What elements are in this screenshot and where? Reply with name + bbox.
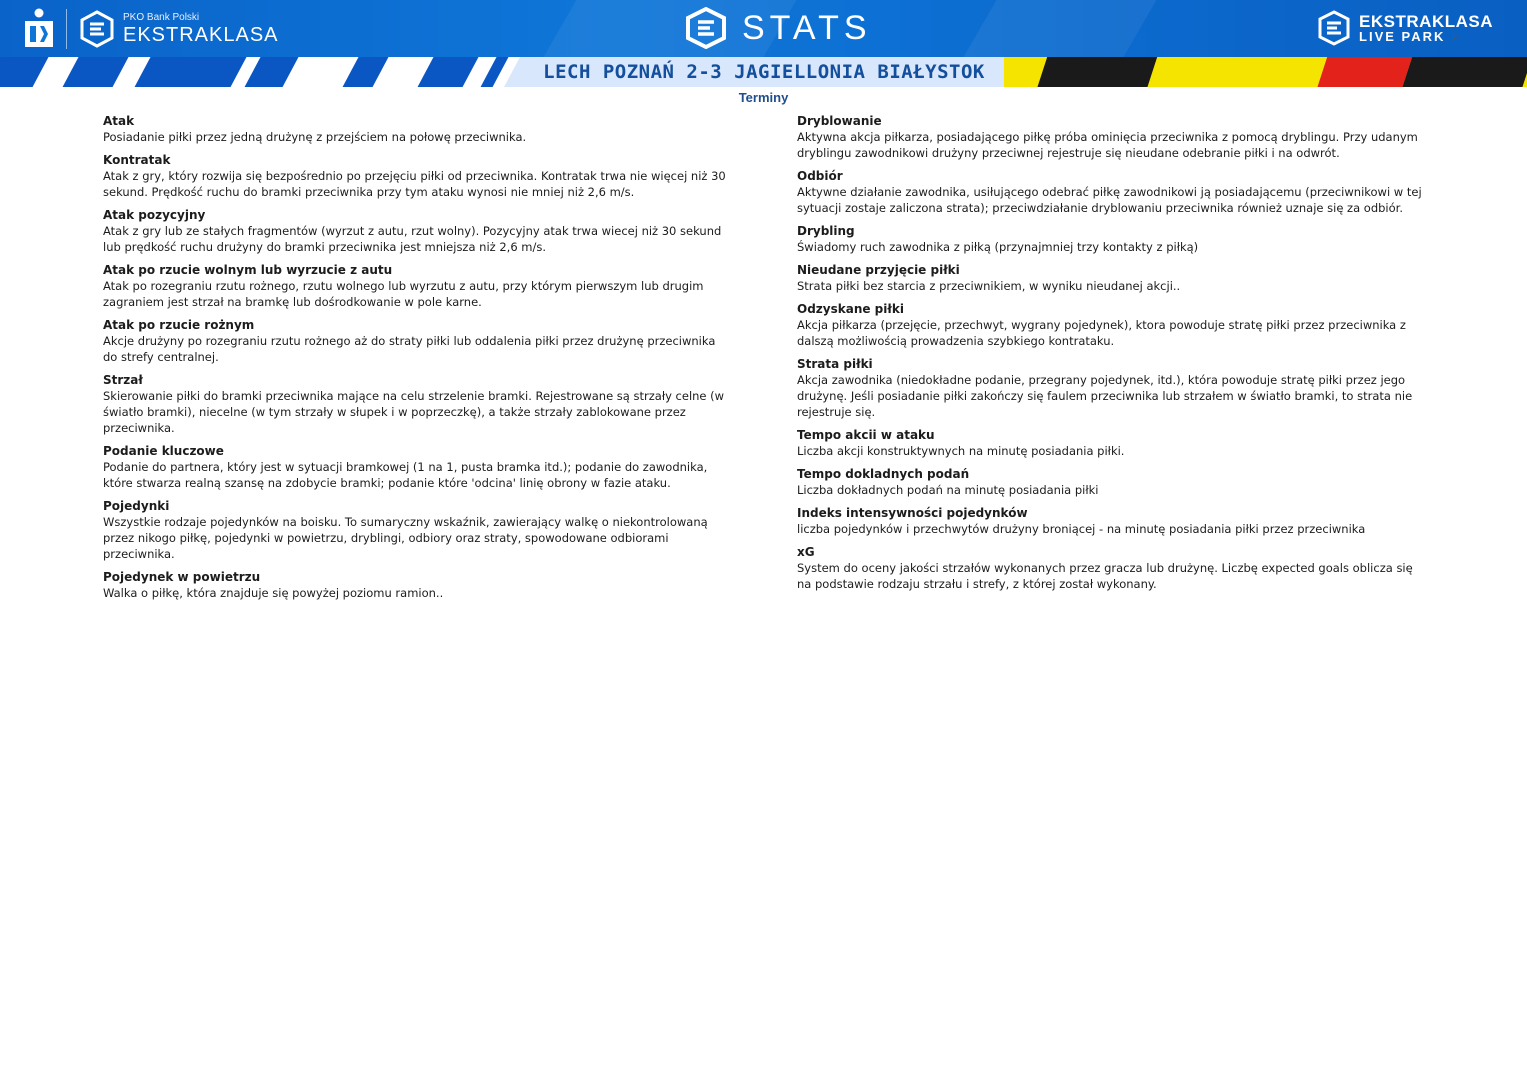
header-band	[0, 0, 1527, 57]
term-entry	[103, 262, 728, 310]
term-entry	[797, 223, 1422, 255]
ekstraklasa-label: EKSTRAKLASA	[123, 24, 279, 46]
term-entry	[797, 505, 1422, 537]
term-name: Atak	[103, 114, 135, 128]
match-strip	[0, 57, 1527, 87]
term-description: System do oceny jakości strzałów wykonanych przez gracza lub drużynę. Liczbę expected goals oblicza się na podstawie rodzaju strzału i strefy, z której został wykonany.	[797, 561, 1413, 591]
term-description: Akcja zawodnika (niedokładne podanie, przegrany pojedynek, itd.), która powoduje stratę piłki przez jego drużynę. Jeśli posiadanie piłki zakończy się faulem przeciwnika lub strzałem w światło bramki, to strata nie rejestruje się.	[797, 373, 1413, 419]
strip-slash	[29, 57, 80, 87]
strip-black-block	[1401, 57, 1527, 87]
term-entry	[797, 466, 1422, 498]
term-name: Atak po rzucie wolnym lub wyrzucie z autu	[103, 263, 393, 277]
term-name: Pojedynek w powietrzu	[103, 570, 261, 584]
strip-red-block	[1316, 57, 1414, 87]
strip-slash	[459, 57, 498, 87]
term-name: Dryblowanie	[797, 114, 882, 128]
term-entry	[103, 152, 728, 200]
term-name: Strzał	[103, 373, 143, 387]
term-description: Walka o piłkę, która znajduje się powyżej poziomu ramion..	[103, 586, 444, 600]
term-entry	[103, 317, 728, 365]
livepark-line2: LIVE PARK	[1359, 29, 1446, 44]
term-description: Atak po rozegraniu rzutu rożnego, rzutu wolnego lub wyrzutu z autu, przy którym pierwszym lub drugim zagraniem jest strzał na bramkę lub dośrodkowanie w pole karne.	[103, 279, 704, 309]
term-name: Atak pozycyjny	[103, 208, 206, 222]
term-name: Pojedynki	[103, 499, 170, 513]
term-entry	[103, 443, 728, 491]
term-description: Strata piłki bez starcia z przeciwnikiem, w wyniku nieudanej akcji..	[797, 279, 1181, 293]
header-sheen	[964, 0, 1157, 57]
term-name: Kontratak	[103, 153, 171, 167]
term-description: Atak z gry, który rozwija się bezpośrednio po przejęciu piłki od przeciwnika. Kontratak trwa nie więcej niż 30 sekund. Prędkość ruchu do bramki przeciwnika przy tym ataku wynosi nie mniej niż 2,6 m/s.	[103, 169, 726, 199]
term-name: Tempo dokladnych podań	[797, 467, 970, 481]
stats-label: STATS	[742, 8, 872, 47]
term-name: Indeks intensywności pojedynków	[797, 506, 1028, 520]
term-entry	[797, 168, 1422, 216]
strip-slash	[369, 57, 435, 87]
term-description: Wszystkie rodzaje pojedynków na boisku. To sumaryczny wskaźnik, zawierający walkę o niekontrolowaną przez nikogo piłkę, pojedynki w powietrzu, dryblingi, odbiory oraz straty, spowodowane odbiorami przeciwnika.	[103, 515, 708, 561]
term-entry	[103, 113, 728, 145]
term-entry	[797, 544, 1422, 592]
term-description: Liczba akcji konstruktywnych na minutę posiadania piłki.	[797, 444, 1125, 458]
stats-logo[interactable]	[684, 6, 872, 50]
term-description: Liczba dokładnych podań na minutę posiadania piłki	[797, 483, 1099, 497]
term-name: Atak po rzucie rożnym	[103, 318, 255, 332]
term-description: Akcje drużyny po rozegraniu rzutu rożnego aż do straty piłki lub oddalenia piłki przez drużynę przeciwnika do strefy centralnej.	[103, 334, 716, 364]
term-name: Podanie kluczowe	[103, 444, 224, 458]
strip-slash	[109, 57, 152, 87]
term-name: xG	[797, 545, 815, 559]
terms-column-right	[797, 113, 1422, 599]
term-name: Drybling	[797, 224, 855, 238]
term-entry	[103, 569, 728, 601]
strip-slash	[227, 57, 262, 87]
terms-column-left	[103, 113, 728, 608]
pko-bank-label: PKO Bank Polski	[123, 12, 200, 23]
logo-divider	[66, 9, 67, 49]
ekstraklasa-logo-icon	[79, 10, 115, 48]
term-description: Świadomy ruch zawodnika z piłką (przynajmniej trzy kontakty z piłką)	[797, 240, 1199, 254]
term-name: Tempo akcii w ataku	[797, 428, 935, 442]
match-title-box	[524, 57, 1004, 87]
term-name: Nieudane przyjęcie piłki	[797, 263, 960, 277]
term-description: Skierowanie piłki do bramki przeciwnika mające na celu strzelenie bramki. Rejestrowane są strzały celne (w światło bramki), niecelne (w tym strzały w słupek i w poprzeczkę), a także strzały zablokowane przez przeciwnika.	[103, 389, 725, 435]
term-description: Podanie do partnera, który jest w sytuacji bramkowej (1 na 1, pusta bramka itd.); podanie do zawodnika, które stwarza realną szansę na zdobycie bramki; podanie które 'odcina' linię obrony w fazie ataku.	[103, 460, 708, 490]
term-description: Atak z gry lub ze stałych fragmentów (wyrzut z autu, rzut wolny). Pozycyjny atak trwa wiecej niż 30 sekund lub prędkość ruchu drużyny do bramki przeciwnika jest mniejsza niż 2,6 m/s.	[103, 224, 722, 254]
term-entry	[103, 207, 728, 255]
term-description: liczba pojedynków i przechwytów drużyny broniącej - na minutę posiadania piłki przez przeciwnika	[797, 522, 1366, 536]
page-number: 5	[1452, 32, 1457, 41]
pko-bank-logo-icon	[22, 7, 56, 51]
strip-black-block	[1036, 57, 1159, 87]
term-description: Aktywna akcja piłkarza, posiadającego piłkę próba ominięcia przeciwnika z pomocą dryblingu. Przy udanym dryblingu zawodnikowi drużyny przeciwnej rejestruje się nieudane odebranie piłki i na odwrót.	[797, 130, 1418, 160]
term-entry	[797, 262, 1422, 294]
livepark-line1: EKSTRAKLASA	[1359, 12, 1493, 31]
strip-slash	[279, 57, 360, 87]
section-title: Terminy	[738, 90, 789, 105]
term-entry	[103, 372, 728, 436]
term-name: Odbiór	[797, 169, 843, 183]
term-name: Strata piłki	[797, 357, 873, 371]
match-title: LECH POZNAŃ 2-3 JAGIELLONIA BIAŁYSTOK	[543, 61, 985, 83]
strip-left-pattern	[0, 57, 540, 87]
term-name: Odzyskane piłki	[797, 302, 904, 316]
term-entry	[103, 498, 728, 562]
pko-ekstraklasa-logo[interactable]	[22, 6, 279, 52]
term-entry	[797, 301, 1422, 349]
term-description: Posiadanie piłki przez jedną drużynę z przejściem na połowę przeciwnika.	[103, 130, 527, 144]
strip-right-pattern	[1002, 57, 1527, 87]
stats-logo-icon	[684, 7, 728, 49]
livepark-logo[interactable]	[1317, 10, 1493, 46]
term-entry	[797, 427, 1422, 459]
term-entry	[797, 113, 1422, 161]
livepark-logo-icon	[1317, 10, 1351, 46]
term-description: Aktywne działanie zawodnika, usiłującego odebrać piłkę zawodnikowi ją posiadającemu (przeciwnikowi w tej sytuacji zostaje zaliczona strata); przeciwdziałanie dryblowaniu przeciwnika również uznaje się za odbiór.	[797, 185, 1422, 215]
term-description: Akcja piłkarza (przejęcie, przechwyt, wygrany pojedynek), ktora powoduje stratę piłki przez przeciwnika z dalszą możliwością prowadzenia szybkiego kontrataku.	[797, 318, 1406, 348]
term-entry	[797, 356, 1422, 420]
